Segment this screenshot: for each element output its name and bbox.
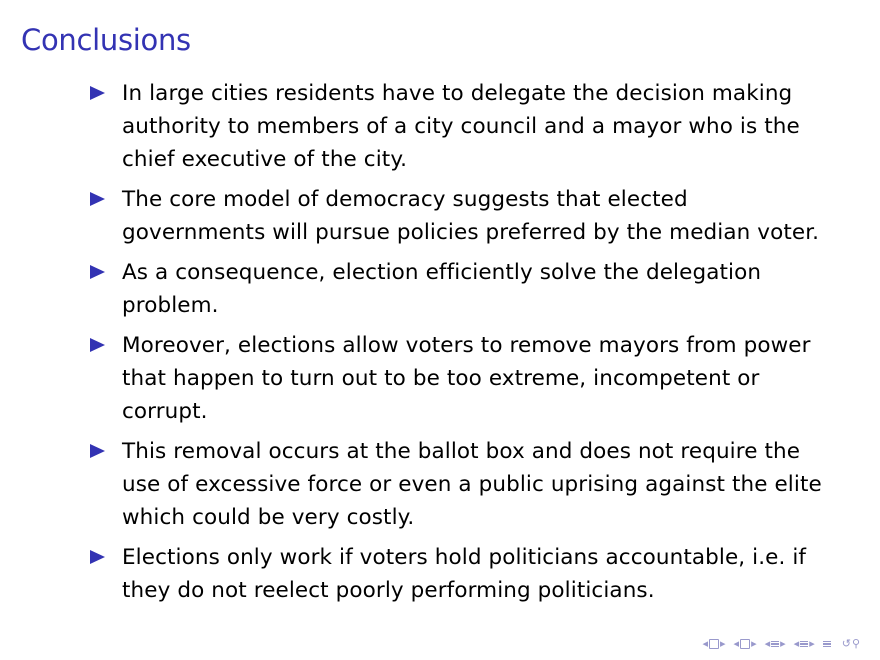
undo-icon[interactable]: ↺ — [841, 637, 851, 650]
bullet-text: Moreover, elections allow voters to remove mayors from power that happen to turn out to be too extreme, incompetent or corrupt. — [122, 333, 811, 424]
nav-group-subsection — [734, 638, 757, 650]
bullet-text: As a consequence, election efficiently solve the delegation problem. — [122, 260, 762, 318]
nav-group-tools — [823, 638, 860, 650]
next-arrow-icon[interactable]: ▸ — [780, 637, 786, 650]
triangle-bullet-icon — [90, 444, 105, 458]
align-icon[interactable] — [823, 641, 831, 648]
triangle-bullet-icon — [90, 192, 105, 206]
nav-group-frame — [702, 638, 725, 650]
bullet-text: Elections only work if voters hold politicians accountable, i.e. if they do not reelect poorly performing politicians. — [122, 545, 807, 603]
beamer-navigation-bar — [696, 638, 860, 650]
triangle-bullet-icon — [90, 265, 105, 279]
bullet-list — [90, 77, 830, 614]
frame-icon[interactable] — [709, 639, 719, 649]
bullet-item — [90, 256, 830, 322]
search-icon[interactable]: ⚲ — [851, 637, 860, 650]
nav-group-document — [794, 638, 815, 650]
bullet-item — [90, 183, 830, 249]
bullet-item — [90, 77, 830, 176]
bullet-text: In large cities residents have to delegate the decision making authority to members of a city council and a mayor who is the chief executive of the city. — [122, 81, 800, 172]
next-arrow-icon[interactable]: ▸ — [809, 637, 815, 650]
bullet-text: This removal occurs at the ballot box and does not require the use of excessive force or even a public uprising against the elite which could be very costly. — [122, 439, 822, 530]
subsection-icon[interactable] — [740, 639, 750, 649]
triangle-bullet-icon — [90, 338, 105, 352]
next-arrow-icon[interactable]: ▸ — [720, 637, 726, 650]
section-icon[interactable] — [771, 641, 779, 648]
prev-arrow-icon[interactable]: ◂ — [733, 637, 740, 650]
bullet-text: The core model of democracy suggests that elected governments will pursue policies preferred by the median voter. — [122, 187, 820, 245]
bullet-item — [90, 435, 830, 534]
prev-arrow-icon[interactable]: ◂ — [702, 637, 708, 650]
frame-title: Conclusions — [21, 23, 191, 57]
triangle-bullet-icon — [90, 86, 105, 100]
nav-group-section — [765, 638, 786, 650]
bullet-item — [90, 541, 830, 607]
prev-arrow-icon[interactable]: ◂ — [764, 637, 771, 650]
bullet-item — [90, 329, 830, 428]
list-icon[interactable] — [800, 641, 808, 648]
triangle-bullet-icon — [90, 550, 105, 564]
prev-arrow-icon[interactable]: ◂ — [793, 637, 800, 650]
next-arrow-icon[interactable]: ▸ — [751, 637, 757, 650]
